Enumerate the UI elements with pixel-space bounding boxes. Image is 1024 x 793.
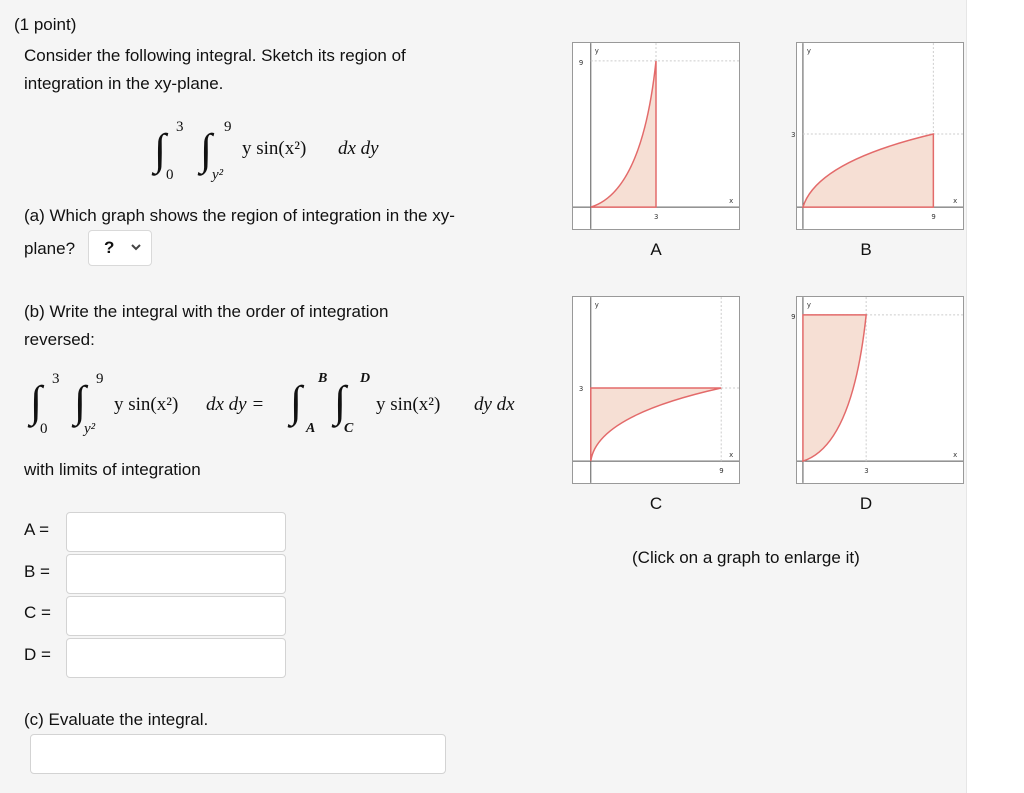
limits-text: with limits of integration [24, 460, 201, 479]
graph-a-region [591, 61, 656, 207]
points-label: (1 point) [14, 15, 77, 34]
graph-b-x-tick: 9 [931, 213, 936, 222]
graph-c-caption: C [649, 494, 663, 513]
limit-c-label: C = [24, 603, 51, 622]
limit-d-input[interactable] [66, 638, 286, 678]
enlarge-hint: (Click on a graph to enlarge it) [632, 548, 860, 567]
rhs-inner-upper: D [360, 371, 371, 386]
graph-a-caption: A [650, 240, 662, 259]
graph-d-y-label: y [806, 301, 811, 309]
graph-a-y-label: y [594, 47, 599, 55]
graph-c-y-label: y [594, 301, 599, 309]
lhs-inner-lower: y² [84, 421, 96, 437]
part-b-question-line1: (b) Write the integral with the order of integration [24, 302, 389, 321]
integrand: y sin(x²) [242, 138, 307, 159]
graph-a-x-label: x [729, 197, 734, 206]
graph-c-x-label: x [729, 451, 734, 460]
graph-b[interactable] [791, 42, 964, 230]
intro-text-line1: Consider the following integral. Sketch its region of [24, 46, 406, 65]
integral-sign-outer: ∫ [154, 125, 167, 174]
graph-d-y-tick: 9 [791, 312, 796, 321]
graph-choice-select[interactable] [88, 230, 152, 266]
limit-d-label: D = [24, 645, 51, 664]
lhs-integral-sign-outer: ∫ [30, 377, 43, 426]
graph-b-y-tick: 3 [791, 130, 796, 139]
graph-c-region [591, 388, 721, 461]
lhs-inner-upper: 9 [96, 371, 104, 387]
lhs-outer-lower: 0 [40, 421, 48, 437]
rhs-inner-lower: C [344, 421, 354, 436]
graph-b-x-label: x [953, 197, 958, 206]
part-c-label: (c) Evaluate the integral. [24, 710, 209, 729]
inner-upper-limit: 9 [224, 119, 232, 135]
limit-c-input[interactable] [66, 596, 286, 636]
graph-b-y-label: y [806, 47, 811, 55]
limit-b-input[interactable] [66, 554, 286, 594]
limit-b-label: B = [24, 562, 50, 581]
lhs-differentials: dx dy = [206, 394, 265, 415]
graph-a-x-tick: 3 [654, 213, 659, 222]
rhs-integral-sign-outer: ∫ [290, 377, 303, 426]
graph-a-y-tick: 9 [578, 58, 584, 67]
graph-b-region [803, 134, 933, 207]
outer-upper-limit: 3 [176, 119, 184, 135]
part-a-question-line2: plane? [24, 239, 76, 258]
lhs-outer-upper: 3 [52, 371, 60, 387]
graph-a[interactable] [572, 42, 740, 230]
part-a-question-line1: (a) Which graph shows the region of integration in the xy- [24, 206, 455, 225]
rhs-integrand: y sin(x²) [376, 394, 441, 415]
rhs-outer-lower: A [306, 421, 316, 436]
rhs-integral-sign-inner: ∫ [334, 377, 347, 426]
graph-d-region [803, 315, 866, 461]
rhs-outer-upper: B [318, 371, 328, 386]
graph-d-x-tick: 3 [864, 467, 869, 475]
graph-d-x-label: x [953, 451, 958, 460]
inner-lower-limit: y² [212, 167, 224, 183]
chevron-down-icon [129, 240, 143, 254]
graph-c-y-tick: 3 [578, 384, 584, 393]
graph-b-caption: B [860, 240, 872, 259]
graph-d-caption: D [859, 494, 873, 513]
lhs-integrand: y sin(x²) [114, 394, 179, 415]
limit-a-input[interactable] [66, 512, 286, 552]
graph-d[interactable] [791, 296, 964, 484]
intro-text-line2: integration in the xy-plane. [24, 74, 224, 93]
graph-c-x-tick: 9 [719, 467, 724, 475]
outer-lower-limit: 0 [166, 167, 174, 183]
select-value: ? [104, 238, 115, 257]
limit-a-label: A = [24, 520, 50, 539]
part-c-answer-input[interactable] [30, 734, 446, 774]
graph-c[interactable] [572, 296, 740, 484]
part-b-question-line2: reversed: [24, 330, 95, 349]
lhs-integral-sign-inner: ∫ [74, 377, 87, 426]
rhs-differentials: dy dx [474, 394, 515, 415]
differentials: dx dy [338, 138, 379, 159]
integral-sign-inner: ∫ [200, 125, 213, 174]
